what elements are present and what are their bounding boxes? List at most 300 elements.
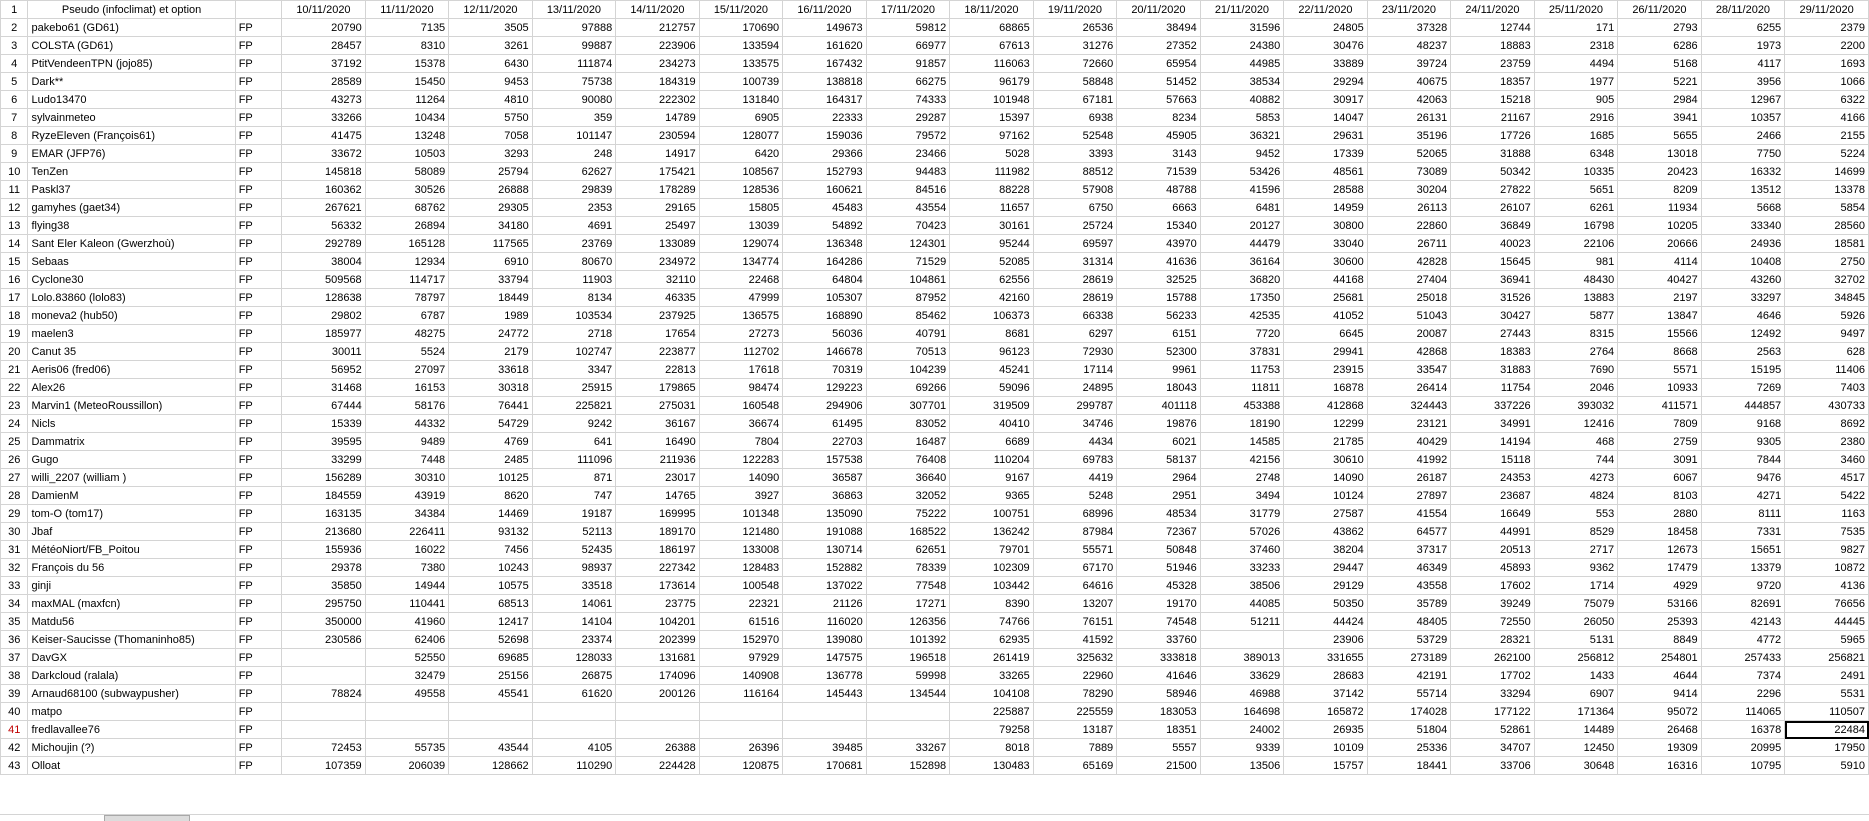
cell-value[interactable]: 14699 bbox=[1785, 163, 1869, 181]
row-header[interactable]: 42 bbox=[1, 739, 28, 757]
cell-value[interactable] bbox=[1200, 631, 1284, 649]
cell-value[interactable]: 7750 bbox=[1701, 145, 1785, 163]
cell-value[interactable]: 7804 bbox=[699, 433, 783, 451]
cell-value[interactable]: 104861 bbox=[866, 271, 950, 289]
cell-pseudo[interactable]: Darkcloud (ralala) bbox=[28, 667, 235, 685]
cell-value[interactable]: 3505 bbox=[449, 19, 533, 37]
cell-value[interactable]: 295750 bbox=[282, 595, 366, 613]
cell-value[interactable]: 138818 bbox=[783, 73, 867, 91]
cell-value[interactable]: 18190 bbox=[1200, 415, 1284, 433]
cell-value[interactable]: 12673 bbox=[1618, 541, 1702, 559]
table-row[interactable] bbox=[1, 271, 1869, 289]
cell-value[interactable] bbox=[449, 703, 533, 721]
cell-value[interactable]: 20790 bbox=[282, 19, 366, 37]
cell-option[interactable]: FP bbox=[235, 757, 282, 775]
cell-value[interactable]: 10205 bbox=[1618, 217, 1702, 235]
cell-value[interactable]: 2964 bbox=[1117, 469, 1201, 487]
cell-value[interactable]: 14959 bbox=[1284, 199, 1368, 217]
cell-value[interactable]: 55714 bbox=[1367, 685, 1451, 703]
cell-value[interactable]: 33618 bbox=[449, 361, 533, 379]
cell-value[interactable]: 101147 bbox=[532, 127, 616, 145]
cell-value[interactable]: 24772 bbox=[449, 325, 533, 343]
cell-value[interactable]: 20995 bbox=[1701, 739, 1785, 757]
cell-value[interactable]: 52113 bbox=[532, 523, 616, 541]
cell-value[interactable]: 50342 bbox=[1451, 163, 1535, 181]
cell-value[interactable]: 11934 bbox=[1618, 199, 1702, 217]
cell-value[interactable]: 52300 bbox=[1117, 343, 1201, 361]
cell-value[interactable]: 2750 bbox=[1785, 253, 1869, 271]
cell-value[interactable]: 21785 bbox=[1284, 433, 1368, 451]
cell-pseudo[interactable]: Cyclone30 bbox=[28, 271, 235, 289]
table-row[interactable] bbox=[1, 739, 1869, 757]
cell-value[interactable]: 103442 bbox=[950, 577, 1034, 595]
cell-value[interactable]: 82691 bbox=[1701, 595, 1785, 613]
cell-value[interactable]: 30917 bbox=[1284, 91, 1368, 109]
cell-value[interactable]: 14585 bbox=[1200, 433, 1284, 451]
cell-value[interactable]: 14194 bbox=[1451, 433, 1535, 451]
column-header-date[interactable]: 20/11/2020 bbox=[1117, 1, 1201, 19]
row-header[interactable]: 18 bbox=[1, 307, 28, 325]
cell-value[interactable]: 189170 bbox=[616, 523, 700, 541]
cell-value[interactable]: 6255 bbox=[1701, 19, 1785, 37]
cell-pseudo[interactable]: Keiser-Saucisse (Thomaninho85) bbox=[28, 631, 235, 649]
cell-value[interactable]: 61495 bbox=[783, 415, 867, 433]
cell-value[interactable] bbox=[365, 703, 449, 721]
cell-value[interactable]: 8234 bbox=[1117, 109, 1201, 127]
row-header[interactable]: 39 bbox=[1, 685, 28, 703]
cell-value[interactable]: 2379 bbox=[1785, 19, 1869, 37]
cell-value[interactable]: 10408 bbox=[1701, 253, 1785, 271]
cell-value[interactable]: 114065 bbox=[1701, 703, 1785, 721]
cell-value[interactable]: 35850 bbox=[282, 577, 366, 595]
cell-value[interactable]: 68762 bbox=[365, 199, 449, 217]
cell-value[interactable]: 96179 bbox=[950, 73, 1034, 91]
cell-value[interactable]: 18351 bbox=[1117, 721, 1201, 739]
cell-value[interactable]: 11753 bbox=[1200, 361, 1284, 379]
cell-value[interactable]: 39724 bbox=[1367, 55, 1451, 73]
row-header[interactable]: 37 bbox=[1, 649, 28, 667]
cell-value[interactable]: 26711 bbox=[1367, 235, 1451, 253]
cell-value[interactable]: 62935 bbox=[950, 631, 1034, 649]
cell-value[interactable]: 5651 bbox=[1534, 181, 1618, 199]
cell-value[interactable]: 5750 bbox=[449, 109, 533, 127]
row-header[interactable]: 2 bbox=[1, 19, 28, 37]
cell-value[interactable]: 16153 bbox=[365, 379, 449, 397]
cell-pseudo[interactable]: Canut 35 bbox=[28, 343, 235, 361]
cell-value[interactable]: 101348 bbox=[699, 505, 783, 523]
cell-value[interactable]: 25915 bbox=[532, 379, 616, 397]
table-row[interactable] bbox=[1, 127, 1869, 145]
cell-value[interactable]: 110290 bbox=[532, 757, 616, 775]
cell-value[interactable]: 7535 bbox=[1785, 523, 1869, 541]
cell-value[interactable]: 4419 bbox=[1033, 469, 1117, 487]
cell-value[interactable]: 129223 bbox=[783, 379, 867, 397]
cell-value[interactable]: 24895 bbox=[1033, 379, 1117, 397]
table-row[interactable] bbox=[1, 181, 1869, 199]
cell-value[interactable]: 64616 bbox=[1033, 577, 1117, 595]
cell-value[interactable]: 6348 bbox=[1534, 145, 1618, 163]
table-row[interactable] bbox=[1, 469, 1869, 487]
cell-value[interactable]: 45241 bbox=[950, 361, 1034, 379]
cell-value[interactable]: 30011 bbox=[282, 343, 366, 361]
cell-value[interactable]: 64804 bbox=[783, 271, 867, 289]
cell-value[interactable]: 134774 bbox=[699, 253, 783, 271]
cell-value[interactable]: 36941 bbox=[1451, 271, 1535, 289]
row-header[interactable]: 13 bbox=[1, 217, 28, 235]
cell-option[interactable]: FP bbox=[235, 703, 282, 721]
cell-value[interactable]: 45893 bbox=[1451, 559, 1535, 577]
cell-option[interactable]: FP bbox=[235, 199, 282, 217]
cell-value[interactable]: 30610 bbox=[1284, 451, 1368, 469]
cell-value[interactable]: 36849 bbox=[1451, 217, 1535, 235]
cell-value[interactable]: 72660 bbox=[1033, 55, 1117, 73]
cell-value[interactable]: 26536 bbox=[1033, 19, 1117, 37]
cell-value[interactable]: 169995 bbox=[616, 505, 700, 523]
cell-value[interactable]: 26396 bbox=[699, 739, 783, 757]
cell-value[interactable]: 25497 bbox=[616, 217, 700, 235]
cell-value[interactable]: 33299 bbox=[282, 451, 366, 469]
cell-value[interactable]: 101392 bbox=[866, 631, 950, 649]
cell-value[interactable]: 44991 bbox=[1451, 523, 1535, 541]
cell-value[interactable]: 230586 bbox=[282, 631, 366, 649]
cell-value[interactable]: 30800 bbox=[1284, 217, 1368, 235]
cell-value[interactable]: 2793 bbox=[1618, 19, 1702, 37]
cell-value[interactable]: 27404 bbox=[1367, 271, 1451, 289]
table-row[interactable] bbox=[1, 685, 1869, 703]
cell-option[interactable]: FP bbox=[235, 667, 282, 685]
row-header[interactable]: 26 bbox=[1, 451, 28, 469]
cell-value[interactable]: 31596 bbox=[1200, 19, 1284, 37]
cell-value[interactable]: 42143 bbox=[1701, 613, 1785, 631]
cell-value[interactable] bbox=[616, 721, 700, 739]
cell-value[interactable]: 161620 bbox=[783, 37, 867, 55]
cell-value[interactable]: 30526 bbox=[365, 181, 449, 199]
table-row[interactable] bbox=[1, 361, 1869, 379]
row-header[interactable]: 16 bbox=[1, 271, 28, 289]
table-row[interactable] bbox=[1, 145, 1869, 163]
cell-value[interactable]: 292789 bbox=[282, 235, 366, 253]
cell-value[interactable]: 5655 bbox=[1618, 127, 1702, 145]
cell-value[interactable]: 48788 bbox=[1117, 181, 1201, 199]
cell-option[interactable]: FP bbox=[235, 109, 282, 127]
cell-value[interactable]: 8668 bbox=[1618, 343, 1702, 361]
row-header[interactable]: 5 bbox=[1, 73, 28, 91]
cell-value[interactable]: 38204 bbox=[1284, 541, 1368, 559]
cell-value[interactable]: 128483 bbox=[699, 559, 783, 577]
cell-value[interactable]: 100548 bbox=[699, 577, 783, 595]
cell-value[interactable]: 43862 bbox=[1284, 523, 1368, 541]
cell-value[interactable]: 36587 bbox=[783, 469, 867, 487]
column-header-date[interactable]: 18/11/2020 bbox=[950, 1, 1034, 19]
cell-value[interactable]: 72453 bbox=[282, 739, 366, 757]
cell-value[interactable]: 307701 bbox=[866, 397, 950, 415]
cell-option[interactable]: FP bbox=[235, 739, 282, 757]
cell-value[interactable]: 7809 bbox=[1618, 415, 1702, 433]
cell-value[interactable]: 43970 bbox=[1117, 235, 1201, 253]
cell-value[interactable]: 1433 bbox=[1534, 667, 1618, 685]
cell-value[interactable]: 177122 bbox=[1451, 703, 1535, 721]
cell-value[interactable]: 168522 bbox=[866, 523, 950, 541]
cell-pseudo[interactable]: Marvin1 (MeteoRoussillon) bbox=[28, 397, 235, 415]
cell-value[interactable]: 116164 bbox=[699, 685, 783, 703]
cell-value[interactable]: 18581 bbox=[1785, 235, 1869, 253]
cell-value[interactable]: 17271 bbox=[866, 595, 950, 613]
cell-value[interactable]: 2748 bbox=[1200, 469, 1284, 487]
cell-value[interactable]: 56233 bbox=[1117, 307, 1201, 325]
cell-value[interactable]: 165872 bbox=[1284, 703, 1368, 721]
cell-value[interactable]: 27897 bbox=[1367, 487, 1451, 505]
cell-value[interactable]: 24002 bbox=[1200, 721, 1284, 739]
cell-value[interactable]: 8209 bbox=[1618, 181, 1702, 199]
cell-value[interactable]: 4271 bbox=[1701, 487, 1785, 505]
cell-value[interactable]: 94483 bbox=[866, 163, 950, 181]
cell-value[interactable]: 39249 bbox=[1451, 595, 1535, 613]
cell-option[interactable]: FP bbox=[235, 307, 282, 325]
cell-value[interactable]: 25794 bbox=[449, 163, 533, 181]
cell-value[interactable]: 237925 bbox=[616, 307, 700, 325]
cell-value[interactable]: 2951 bbox=[1117, 487, 1201, 505]
cell-value[interactable]: 28683 bbox=[1284, 667, 1368, 685]
cell-value[interactable]: 33629 bbox=[1200, 667, 1284, 685]
cell-value[interactable]: 54892 bbox=[783, 217, 867, 235]
cell-value[interactable]: 8692 bbox=[1785, 415, 1869, 433]
cell-value[interactable]: 16798 bbox=[1534, 217, 1618, 235]
column-header-date[interactable]: 23/11/2020 bbox=[1367, 1, 1451, 19]
cell-value[interactable]: 7380 bbox=[365, 559, 449, 577]
cell-value[interactable]: 27822 bbox=[1451, 181, 1535, 199]
cell-value[interactable]: 8018 bbox=[950, 739, 1034, 757]
cell-value[interactable]: 97888 bbox=[532, 19, 616, 37]
cell-pseudo[interactable]: Ludo13470 bbox=[28, 91, 235, 109]
row-header[interactable]: 31 bbox=[1, 541, 28, 559]
cell-value[interactable]: 509568 bbox=[282, 271, 366, 289]
cell-value[interactable]: 51804 bbox=[1367, 721, 1451, 739]
cell-value[interactable]: 7690 bbox=[1534, 361, 1618, 379]
cell-value[interactable]: 26050 bbox=[1534, 613, 1618, 631]
cell-value[interactable]: 16316 bbox=[1618, 757, 1702, 775]
cell-value[interactable]: 40427 bbox=[1618, 271, 1702, 289]
cell-value[interactable]: 76151 bbox=[1033, 613, 1117, 631]
cell-option[interactable]: FP bbox=[235, 271, 282, 289]
cell-value[interactable]: 14104 bbox=[532, 613, 616, 631]
row-header[interactable]: 23 bbox=[1, 397, 28, 415]
cell-value[interactable]: 84516 bbox=[866, 181, 950, 199]
row-header[interactable]: 38 bbox=[1, 667, 28, 685]
cell-pseudo[interactable]: MétéoNiort/FB_Poitou bbox=[28, 541, 235, 559]
cell-pseudo[interactable]: matpo bbox=[28, 703, 235, 721]
cell-value[interactable]: 8111 bbox=[1701, 505, 1785, 523]
row-header-1[interactable]: 1 bbox=[1, 1, 28, 19]
cell-value[interactable]: 68996 bbox=[1033, 505, 1117, 523]
cell-option[interactable]: FP bbox=[235, 523, 282, 541]
cell-value[interactable]: 33889 bbox=[1284, 55, 1368, 73]
cell-value[interactable]: 744 bbox=[1534, 451, 1618, 469]
row-header[interactable]: 11 bbox=[1, 181, 28, 199]
cell-value[interactable]: 149673 bbox=[783, 19, 867, 37]
cell-value[interactable]: 55571 bbox=[1033, 541, 1117, 559]
cell-value[interactable]: 39485 bbox=[783, 739, 867, 757]
column-header-date[interactable]: 26/11/2020 bbox=[1618, 1, 1702, 19]
cell-value[interactable]: 3091 bbox=[1618, 451, 1702, 469]
cell-value[interactable] bbox=[365, 721, 449, 739]
table-row[interactable] bbox=[1, 307, 1869, 325]
cell-value[interactable] bbox=[282, 649, 366, 667]
cell-value[interactable]: 23017 bbox=[616, 469, 700, 487]
cell-value[interactable]: 168890 bbox=[783, 307, 867, 325]
cell-value[interactable]: 23121 bbox=[1367, 415, 1451, 433]
row-header[interactable]: 27 bbox=[1, 469, 28, 487]
cell-value[interactable]: 4644 bbox=[1618, 667, 1702, 685]
cell-value[interactable]: 5524 bbox=[365, 343, 449, 361]
cell-value[interactable]: 32702 bbox=[1785, 271, 1869, 289]
cell-value[interactable]: 104239 bbox=[866, 361, 950, 379]
cell-value[interactable] bbox=[282, 703, 366, 721]
cell-option[interactable]: FP bbox=[235, 343, 282, 361]
cell-value[interactable]: 6787 bbox=[365, 307, 449, 325]
cell-value[interactable]: 14765 bbox=[616, 487, 700, 505]
cell-option[interactable]: FP bbox=[235, 361, 282, 379]
cell-value[interactable]: 230594 bbox=[616, 127, 700, 145]
cell-value[interactable]: 2717 bbox=[1534, 541, 1618, 559]
cell-value[interactable]: 74766 bbox=[950, 613, 1034, 631]
cell-pseudo[interactable]: Olloat bbox=[28, 757, 235, 775]
cell-value[interactable]: 9827 bbox=[1785, 541, 1869, 559]
row-header[interactable]: 33 bbox=[1, 577, 28, 595]
cell-value[interactable]: 175421 bbox=[616, 163, 700, 181]
cell-value[interactable]: 40429 bbox=[1367, 433, 1451, 451]
cell-value[interactable]: 69685 bbox=[449, 649, 533, 667]
cell-option[interactable]: FP bbox=[235, 181, 282, 199]
cell-value[interactable]: 31883 bbox=[1451, 361, 1535, 379]
cell-value[interactable]: 10795 bbox=[1701, 757, 1785, 775]
cell-value[interactable]: 2200 bbox=[1785, 37, 1869, 55]
cell-value[interactable]: 16022 bbox=[365, 541, 449, 559]
cell-value[interactable]: 130714 bbox=[783, 541, 867, 559]
cell-value[interactable]: 42160 bbox=[950, 289, 1034, 307]
row-header[interactable]: 12 bbox=[1, 199, 28, 217]
cell-option[interactable]: FP bbox=[235, 253, 282, 271]
cell-value[interactable]: 389013 bbox=[1200, 649, 1284, 667]
cell-value[interactable] bbox=[866, 703, 950, 721]
cell-value[interactable]: 22333 bbox=[783, 109, 867, 127]
cell-value[interactable]: 41636 bbox=[1117, 253, 1201, 271]
table-row[interactable] bbox=[1, 523, 1869, 541]
cell-value[interactable]: 22321 bbox=[699, 595, 783, 613]
cell-value[interactable]: 41052 bbox=[1284, 307, 1368, 325]
cell-value[interactable]: 133594 bbox=[699, 37, 783, 55]
cell-value[interactable]: 8134 bbox=[532, 289, 616, 307]
cell-option[interactable]: FP bbox=[235, 451, 282, 469]
cell-value[interactable]: 65169 bbox=[1033, 757, 1117, 775]
table-row[interactable] bbox=[1, 541, 1869, 559]
cell-value[interactable]: 88228 bbox=[950, 181, 1034, 199]
cell-value[interactable]: 17602 bbox=[1451, 577, 1535, 595]
cell-value[interactable]: 83052 bbox=[866, 415, 950, 433]
cell-value[interactable]: 15757 bbox=[1284, 757, 1368, 775]
cell-value[interactable]: 2179 bbox=[449, 343, 533, 361]
cell-value[interactable]: 152793 bbox=[783, 163, 867, 181]
cell-value[interactable]: 73089 bbox=[1367, 163, 1451, 181]
cell-value[interactable]: 7135 bbox=[365, 19, 449, 37]
cell-value[interactable]: 32052 bbox=[866, 487, 950, 505]
cell-value[interactable]: 33547 bbox=[1367, 361, 1451, 379]
cell-value[interactable]: 257433 bbox=[1701, 649, 1785, 667]
cell-value[interactable]: 29129 bbox=[1284, 577, 1368, 595]
cell-value[interactable]: 299787 bbox=[1033, 397, 1117, 415]
cell-value[interactable]: 11406 bbox=[1785, 361, 1869, 379]
cell-value[interactable]: 2353 bbox=[532, 199, 616, 217]
column-header-date[interactable]: 24/11/2020 bbox=[1451, 1, 1535, 19]
cell-value[interactable]: 2880 bbox=[1618, 505, 1702, 523]
cell-value[interactable]: 206039 bbox=[365, 757, 449, 775]
cell-value[interactable]: 29378 bbox=[282, 559, 366, 577]
cell-value[interactable]: 41554 bbox=[1367, 505, 1451, 523]
cell-value[interactable]: 15118 bbox=[1451, 451, 1535, 469]
column-header-date[interactable]: 15/11/2020 bbox=[699, 1, 783, 19]
cell-value[interactable]: 4929 bbox=[1618, 577, 1702, 595]
row-header[interactable]: 22 bbox=[1, 379, 28, 397]
cell-value[interactable]: 444857 bbox=[1701, 397, 1785, 415]
cell-value[interactable]: 62627 bbox=[532, 163, 616, 181]
table-row[interactable] bbox=[1, 577, 1869, 595]
cell-value[interactable]: 256812 bbox=[1534, 649, 1618, 667]
cell-value[interactable]: 4769 bbox=[449, 433, 533, 451]
cell-value[interactable]: 6322 bbox=[1785, 91, 1869, 109]
cell-value[interactable]: 136242 bbox=[950, 523, 1034, 541]
cell-value[interactable]: 76441 bbox=[449, 397, 533, 415]
cell-value[interactable]: 23775 bbox=[616, 595, 700, 613]
cell-value[interactable]: 13512 bbox=[1701, 181, 1785, 199]
cell-value[interactable]: 10575 bbox=[449, 577, 533, 595]
cell-value[interactable]: 16490 bbox=[616, 433, 700, 451]
cell-value[interactable]: 79701 bbox=[950, 541, 1034, 559]
cell-pseudo[interactable]: maelen3 bbox=[28, 325, 235, 343]
cell-option[interactable]: FP bbox=[235, 37, 282, 55]
cell-value[interactable]: 40675 bbox=[1367, 73, 1451, 91]
cell-value[interactable]: 152898 bbox=[866, 757, 950, 775]
cell-value[interactable]: 6910 bbox=[449, 253, 533, 271]
cell-option[interactable]: FP bbox=[235, 235, 282, 253]
cell-value[interactable]: 40410 bbox=[950, 415, 1034, 433]
cell-value[interactable]: 42828 bbox=[1367, 253, 1451, 271]
cell-value[interactable]: 13248 bbox=[365, 127, 449, 145]
cell-value[interactable]: 26131 bbox=[1367, 109, 1451, 127]
table-row[interactable] bbox=[1, 397, 1869, 415]
cell-value[interactable]: 59096 bbox=[950, 379, 1034, 397]
cell-value[interactable]: 234273 bbox=[616, 55, 700, 73]
cell-value[interactable]: 1989 bbox=[449, 307, 533, 325]
cell-value[interactable]: 225821 bbox=[532, 397, 616, 415]
cell-value[interactable]: 5910 bbox=[1785, 757, 1869, 775]
cell-value[interactable]: 222302 bbox=[616, 91, 700, 109]
table-row[interactable] bbox=[1, 55, 1869, 73]
cell-value[interactable]: 5248 bbox=[1033, 487, 1117, 505]
cell-value[interactable]: 58137 bbox=[1117, 451, 1201, 469]
cell-value[interactable]: 4273 bbox=[1534, 469, 1618, 487]
row-header[interactable]: 25 bbox=[1, 433, 28, 451]
cell-value[interactable]: 42535 bbox=[1200, 307, 1284, 325]
cell-value[interactable]: 38506 bbox=[1200, 577, 1284, 595]
cell-value[interactable]: 87984 bbox=[1033, 523, 1117, 541]
cell-value[interactable]: 78797 bbox=[365, 289, 449, 307]
cell-value[interactable]: 6481 bbox=[1200, 199, 1284, 217]
cell-value[interactable]: 48237 bbox=[1367, 37, 1451, 55]
cell-option[interactable]: FP bbox=[235, 469, 282, 487]
cell-value[interactable]: 18383 bbox=[1451, 343, 1535, 361]
cell-option[interactable]: FP bbox=[235, 415, 282, 433]
cell-value[interactable]: 18043 bbox=[1117, 379, 1201, 397]
cell-value[interactable]: 25724 bbox=[1033, 217, 1117, 235]
